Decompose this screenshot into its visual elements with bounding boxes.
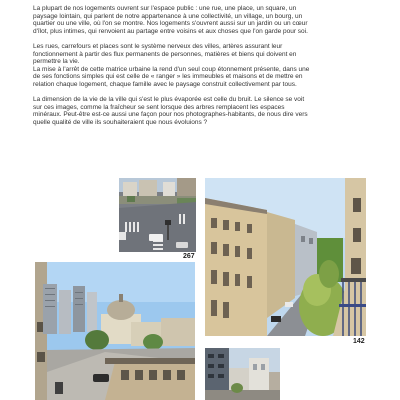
intersection-image: [119, 178, 196, 252]
photo-courtyard: [205, 348, 280, 400]
courtyard-image: [205, 348, 280, 400]
figure-number: 267: [183, 253, 195, 260]
paragraph: La dimension de la vie de la ville qui s'est le plus évaporée est celle du bruit. Le silence se voit sur ces images, comme la fraîcheur se sent lorsque des arbres remplacent les espaces minéraux. Peut-être est-ce aussi une façon pour nos photographes-habitants, de nous dire vers quelle qualité de ville ils souhaiteraient que nous évoluions ?: [33, 96, 308, 126]
paragraph: La plupart de nos logements ouvrent sur l'espace public : une rue, une place, un square, un paysage lointain, qui parlent de notre appartenance à une collectivité, un village, un bourg, un quartier ou une ville, où l'on se montre. Nos logements s'ouvrent aussi sur un jardin ou un cœur d'îlot, plus intimes, qui renvoient au partage entre voisins et aux choses que l'on garde pour soi.: [33, 5, 308, 35]
paragraph: Les rues, carrefours et places sont le système nerveux des villes, artères assurant leur fonctionnement à partir des flux permanents de personnes, matières et biens qui doivent en permettre la vie. La mise à l'arrêt de cette matrice urbaine la rend d'un seul coup étonnement présente, dans une de ses fonctions simples qui est celle de « ranger » les immeubles et maisons et de mettre en relation chaque logement, chaque famille avec le paysage construit collectivement par tous.: [33, 42, 310, 88]
street-balcony-image: [205, 178, 366, 336]
body-text: [33, 5, 313, 134]
church-square-image: [35, 262, 195, 400]
photo-church-square: [35, 262, 195, 400]
photo-street-balcony: [205, 178, 366, 336]
figure-number: 142: [353, 338, 365, 345]
photo-intersection: [119, 178, 196, 252]
